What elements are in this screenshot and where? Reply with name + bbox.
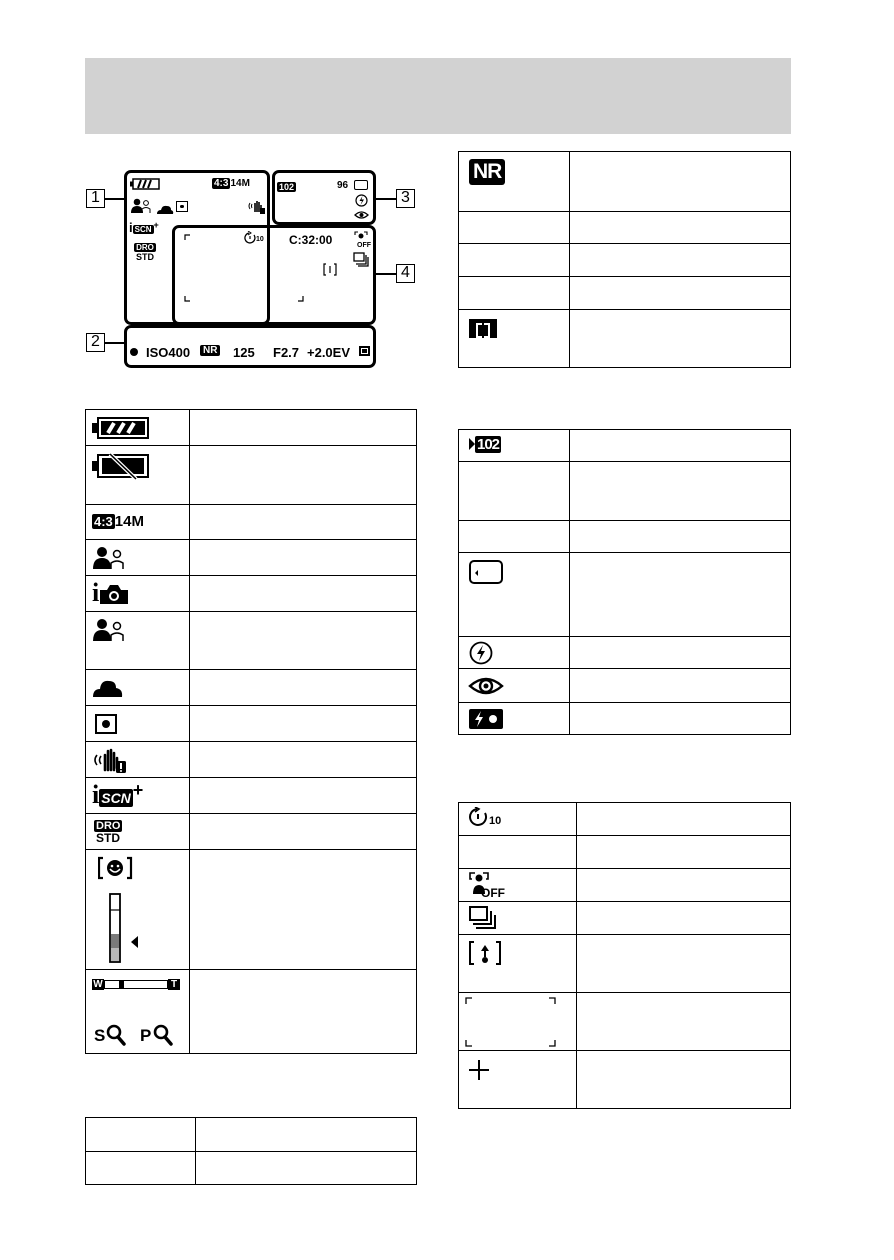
icon-cell	[459, 703, 570, 735]
table-row	[459, 462, 791, 521]
table-row	[459, 244, 791, 277]
icon-cell	[86, 446, 190, 505]
table-row	[86, 814, 417, 850]
shutter-speed: 125	[233, 345, 255, 360]
intelligent-auto-icon: i	[92, 581, 129, 605]
af-frame-icon	[469, 319, 497, 338]
icon-table-2	[85, 1117, 417, 1185]
section-banner	[85, 58, 791, 134]
icon-cell	[86, 970, 190, 1054]
icon-table-4	[458, 429, 791, 735]
af-frame-mini-icon	[359, 346, 370, 356]
callout-1: 1	[86, 189, 105, 208]
camera-icon	[99, 583, 129, 605]
callout-1-line	[105, 198, 126, 200]
table-row	[86, 850, 417, 970]
remaining-count: 96	[337, 180, 349, 191]
desc-cell	[577, 869, 791, 902]
desc-cell	[190, 850, 417, 970]
face-off-mini-icon	[353, 231, 371, 248]
desc-cell	[570, 430, 791, 462]
desc-cell	[190, 742, 417, 778]
icon-cell	[459, 310, 570, 368]
aperture-value: F2.7	[273, 345, 300, 360]
desc-cell	[570, 152, 791, 212]
callout-4-line	[375, 273, 396, 275]
desc-cell	[190, 540, 417, 576]
icon-cell	[86, 540, 190, 576]
icon-cell	[86, 778, 190, 814]
table-row	[86, 970, 417, 1054]
folder-icon: 102	[469, 436, 501, 453]
icon-cell	[459, 521, 570, 553]
search-icon	[106, 1024, 126, 1046]
camera-shake-warning-icon	[92, 746, 128, 774]
table-row	[86, 410, 417, 446]
icon-cell	[86, 742, 190, 778]
spot-metering-cross-icon	[468, 1059, 490, 1081]
search-icon	[153, 1024, 173, 1046]
svg-text:OFF: OFF	[481, 886, 505, 898]
superior-auto-icon: i SCN +	[92, 780, 144, 809]
face-scene-icon	[130, 198, 152, 214]
desc-cell	[570, 703, 791, 735]
face-detection-off-icon	[469, 872, 509, 898]
dro-indicator: DRO STD	[136, 243, 154, 262]
table-row	[459, 310, 791, 368]
table-row	[459, 1051, 791, 1109]
landscape-cloud-icon	[92, 678, 124, 698]
desc-cell	[570, 244, 791, 277]
cell	[86, 1118, 196, 1152]
table-row	[459, 836, 791, 869]
icon-table-1	[85, 409, 417, 1054]
icon-cell	[459, 212, 570, 244]
desc-cell	[577, 836, 791, 869]
image-size-label: 14M	[230, 178, 250, 189]
icon-table-3	[458, 151, 791, 368]
desc-cell	[190, 446, 417, 505]
desc-cell	[190, 670, 417, 706]
table-row	[86, 540, 417, 576]
cell	[196, 1152, 417, 1185]
table-row	[459, 669, 791, 703]
table-row	[86, 505, 417, 540]
desc-cell	[570, 553, 791, 637]
icon-cell	[459, 836, 577, 869]
desc-cell	[190, 706, 417, 742]
flash-charging-icon	[469, 709, 503, 729]
icon-cell	[459, 803, 577, 836]
desc-cell	[577, 803, 791, 836]
table-row	[459, 277, 791, 310]
table-row	[86, 670, 417, 706]
desc-cell	[190, 814, 417, 850]
icon-cell	[459, 462, 570, 521]
desc-cell	[577, 993, 791, 1051]
scn-badge: SCN	[134, 225, 152, 234]
iso-value: ISO400	[146, 345, 191, 360]
metering-spot-icon	[176, 201, 188, 212]
desc-cell	[190, 505, 417, 540]
landscape-cloud-icon	[156, 204, 174, 214]
icon-cell	[459, 1051, 577, 1109]
zoom-scale-icon: W T S P	[86, 970, 189, 1052]
desc-cell	[577, 935, 791, 993]
table-row	[459, 993, 791, 1051]
desc-cell	[570, 637, 791, 669]
table-row	[86, 778, 417, 814]
memory-card-icon	[469, 560, 503, 584]
af-frame-corners-icon	[465, 997, 557, 1047]
focus-lock-indicator	[130, 348, 138, 356]
table-row	[86, 446, 417, 505]
callout-4: 4	[396, 264, 415, 283]
icon-cell	[86, 612, 190, 670]
desc-cell	[577, 1051, 791, 1109]
red-eye-icon	[468, 675, 504, 697]
flash-off-mini-icon	[355, 194, 368, 207]
icon-cell	[86, 850, 190, 970]
table-row	[459, 521, 791, 553]
icon-cell	[86, 814, 190, 850]
callout-3: 3	[396, 189, 415, 208]
table-row	[86, 612, 417, 670]
exposure-value: +2.0EV	[307, 345, 351, 360]
icon-cell	[459, 152, 570, 212]
desc-cell	[190, 410, 417, 446]
icon-cell	[459, 244, 570, 277]
table-row	[459, 803, 791, 836]
burst-icon	[469, 906, 497, 930]
table-row	[459, 553, 791, 637]
table-row	[459, 152, 791, 212]
callout-2-line	[105, 342, 126, 344]
flash-off-icon	[469, 641, 493, 665]
desc-cell	[190, 576, 417, 612]
desc-cell	[190, 970, 417, 1054]
icon-cell	[459, 637, 570, 669]
self-timer-icon: 10	[469, 807, 501, 827]
callout-2: 2	[86, 333, 105, 352]
smile-detection-icon	[98, 856, 148, 964]
desc-cell	[190, 612, 417, 670]
desc-cell	[190, 778, 417, 814]
red-eye-mini-icon	[354, 210, 369, 220]
icon-table-5	[458, 802, 791, 1109]
table-row	[86, 1152, 417, 1185]
image-size-icon: 4:3 14M	[94, 513, 144, 530]
table-row	[86, 742, 417, 778]
face-scene-icon	[92, 546, 124, 570]
dro-icon: DRO STD	[96, 819, 121, 845]
table-row	[459, 935, 791, 993]
icon-cell	[86, 670, 190, 706]
battery-empty-icon	[92, 452, 150, 480]
svg-text:OFF: OFF	[357, 242, 371, 248]
af-range-icon	[469, 941, 501, 965]
af-range-mini-icon	[323, 263, 337, 276]
memory-card-mini-icon	[354, 180, 368, 190]
icon-cell	[459, 993, 577, 1051]
icon-cell	[459, 430, 570, 462]
desc-cell	[570, 462, 791, 521]
icon-cell	[86, 505, 190, 540]
icon-cell	[459, 902, 577, 935]
camera-shake-warning-icon	[248, 198, 266, 214]
icon-cell	[86, 576, 190, 612]
battery-full-icon	[92, 416, 150, 440]
cell	[86, 1152, 196, 1185]
table-row	[86, 706, 417, 742]
nr-badge: NR	[200, 345, 220, 356]
table-row	[459, 703, 791, 735]
icon-cell	[459, 869, 577, 902]
icon-cell	[459, 669, 570, 703]
icon-cell	[459, 935, 577, 993]
table-row	[86, 576, 417, 612]
folder-badge: 102	[279, 182, 295, 192]
metering-spot-icon	[95, 714, 117, 734]
desc-cell	[570, 521, 791, 553]
table-row	[86, 1118, 417, 1152]
table-row	[459, 902, 791, 935]
desc-cell	[570, 277, 791, 310]
table-row	[459, 869, 791, 902]
recording-time: C:32:00	[289, 233, 333, 247]
icon-cell	[86, 706, 190, 742]
desc-cell	[570, 310, 791, 368]
desc-cell	[570, 669, 791, 703]
table-row	[459, 430, 791, 462]
icon-cell	[459, 553, 570, 637]
icon-cell	[459, 277, 570, 310]
desc-cell	[577, 902, 791, 935]
table-row	[459, 212, 791, 244]
aspect-badge: 4:3	[214, 178, 229, 189]
noise-reduction-icon: NR	[469, 159, 505, 185]
desc-cell	[570, 212, 791, 244]
table-row	[459, 637, 791, 669]
burst-mini-icon	[353, 252, 369, 267]
icon-cell	[86, 410, 190, 446]
face-scene-icon-2	[92, 618, 124, 642]
callout-3-line	[375, 198, 396, 200]
battery-full-icon	[130, 178, 160, 190]
cell	[196, 1118, 417, 1152]
